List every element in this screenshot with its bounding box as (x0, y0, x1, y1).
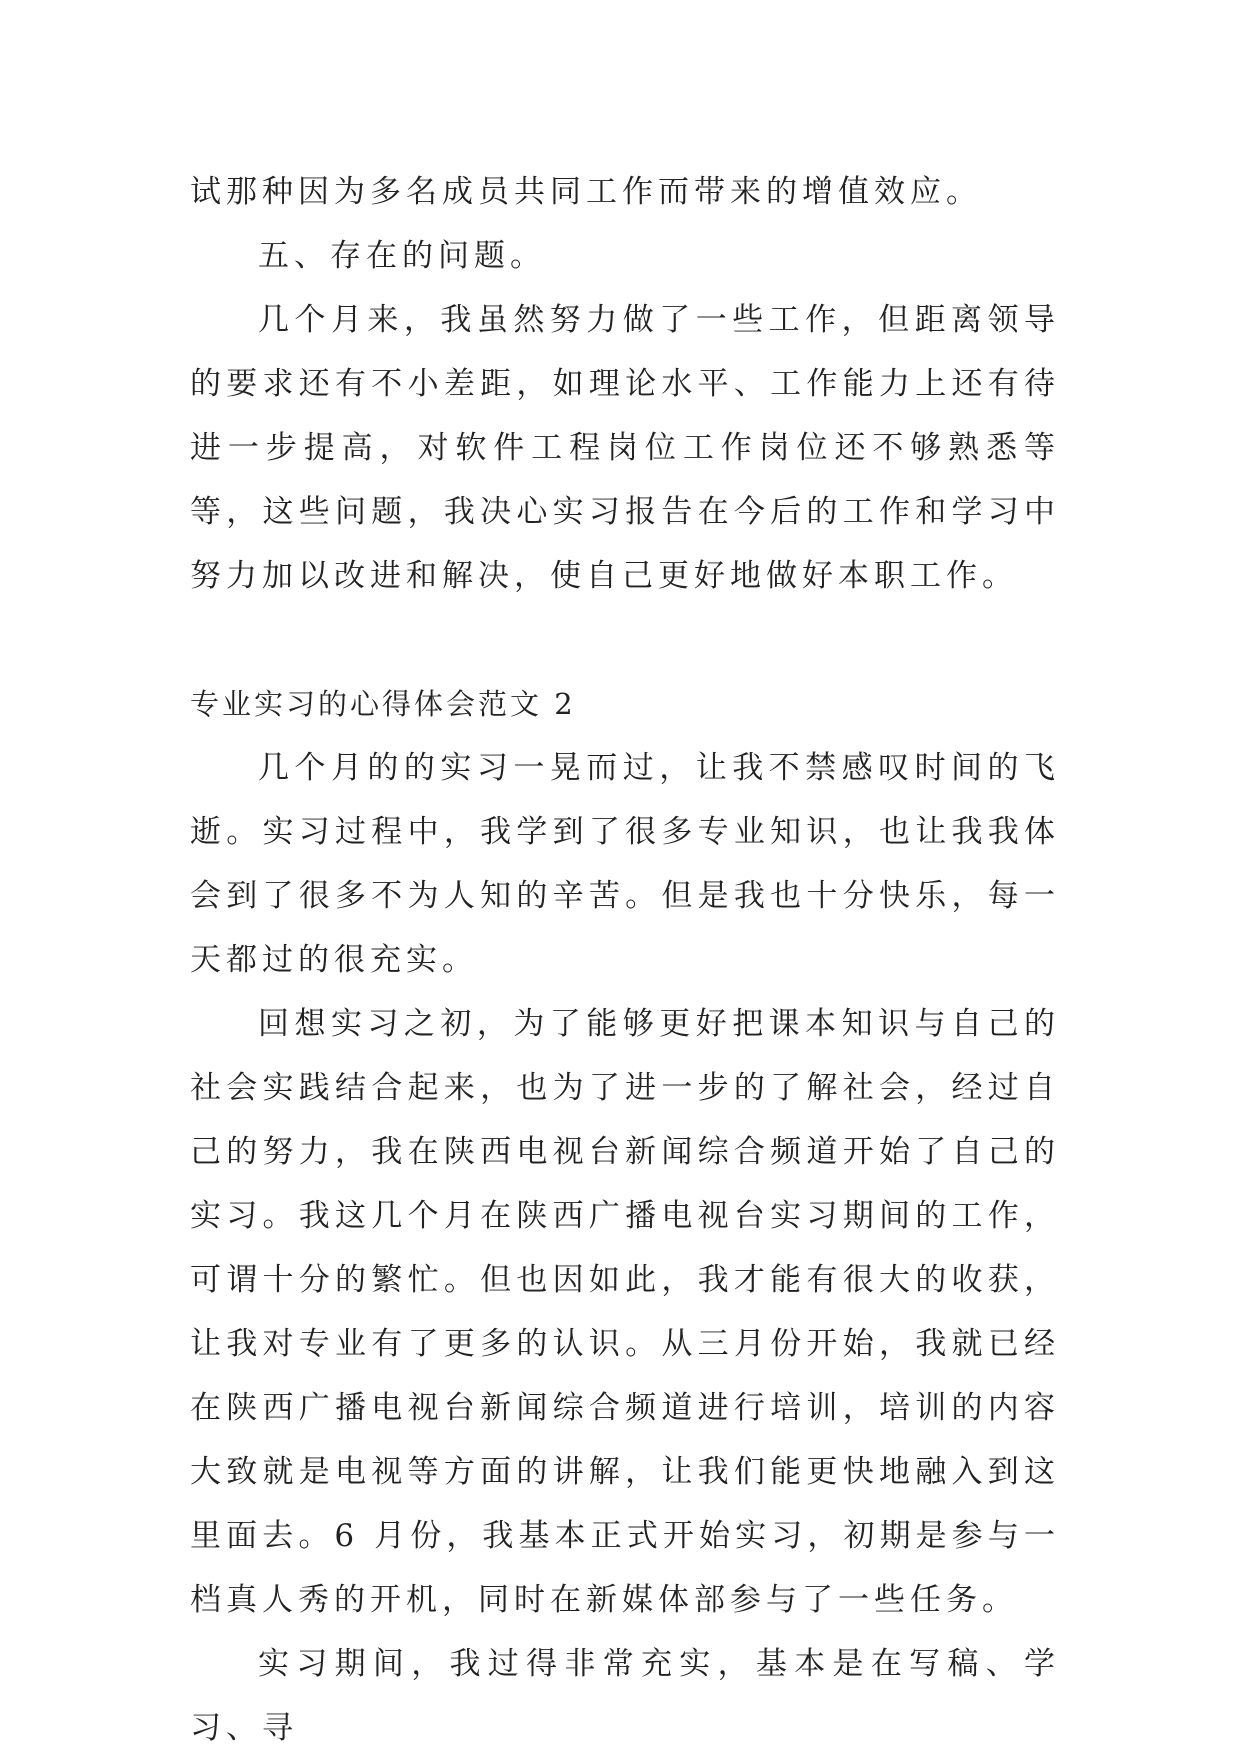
paragraph-intro: 几个月的的实习一晃而过，让我不禁感叹时间的飞逝。实习过程中，我学到了很多专业知识，也让我我体会到了很多不为人知的辛苦。但是我也十分快乐，每一天都过的很充实。 (190, 750, 1060, 978)
article-title: 专业实习的心得体会范文 2 (190, 687, 576, 721)
paragraph-recall: 回想实习之初，为了能够更好把课本知识与自己的社会实践结合起来，也为了进一步的了解社会，经过自己的努力，我在陕西电视台新闻综合频道开始了自己的实习。我这几个月在陕西广播电视台实习期间的工作，可谓十分的繁忙。但也因如此，我才能有很大的收获，让我对专业有了更多的认识。从三月份开始，我就已经在陕西广播电视台新闻综合频道进行培训，培训的内容大致就是电视等方面的讲解，让我们能更快地融入到这里面去。6 月份，我基本正式开始实习，初期是参与一档真人秀的开机，同时在新媒体部参与了一些任务。 (190, 1006, 1060, 1618)
section-heading-problems: 五、存在的问题。 (258, 238, 546, 274)
paragraph-continuation: 试那种因为多名成员共同工作而带来的增值效应。 (190, 174, 982, 210)
paragraph-internship-period: 实习期间，我过得非常充实，基本是在写稿、学习、寻 (190, 1646, 1060, 1746)
paragraph-problems: 几个月来，我虽然努力做了一些工作，但距离领导的要求还有不小差距，如理论水平、工作能力上还有待进一步提高，对软件工程岗位工作岗位还不够熟悉等等，这些问题，我决心实习报告在今后的工作和学习中努力加以改进和解决，使自己更好地做好本职工作。 (190, 302, 1060, 594)
document-body (190, 160, 1060, 1760)
